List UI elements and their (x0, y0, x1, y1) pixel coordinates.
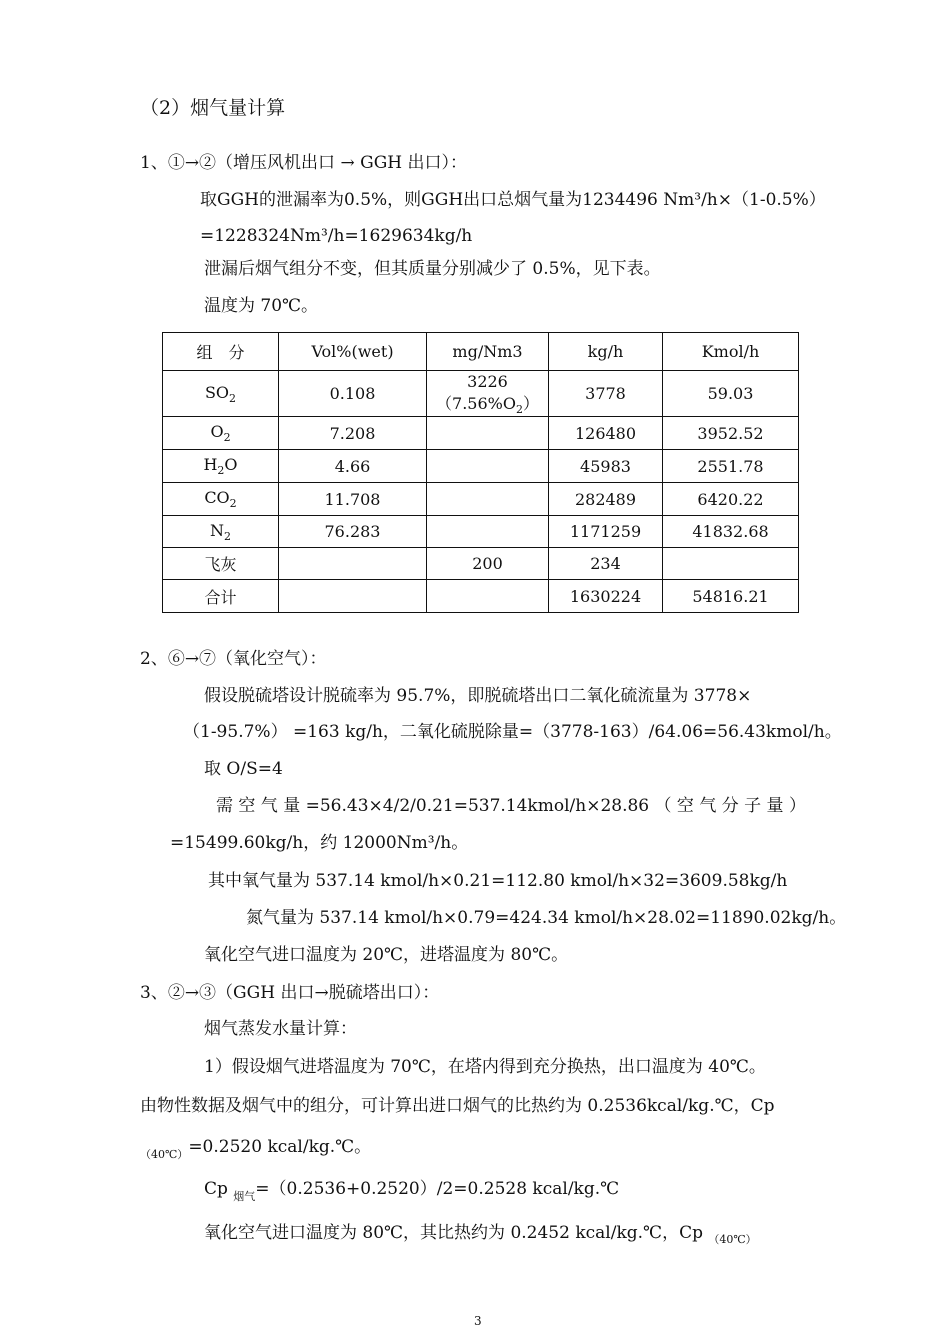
section-2-line-3: 取 O/S=4 (204, 759, 283, 779)
section-3-line-6 (204, 1222, 757, 1251)
section-2-title: 2、⑥→⑦（氧化空气）： (140, 649, 327, 669)
cp-flue-formula: =（0.2536+0.2520）/2=0.2528 kcal/kg.℃ (255, 1179, 620, 1199)
vol-cell: 7.208 (279, 417, 427, 450)
vol-cell: 76.283 (279, 516, 427, 548)
cp-flue-subscript: 烟气 (233, 1190, 256, 1203)
section-2-line-1: 假设脱硫塔设计脱硫率为 95.7%，即脱硫塔出口二氧化硫流量为 3778× (204, 686, 752, 706)
component-name: 飞灰 (163, 548, 279, 580)
component-name: $SO_2$ (163, 371, 279, 417)
section-1-line-3: 泄漏后烟气组分不变，但其质量分别减少了 0.5%，见下表。 (204, 259, 661, 279)
kmol-cell: 41832.68 (663, 516, 799, 548)
component-name: $N_2$ (163, 516, 279, 548)
kmol-cell: 3952.52 (663, 417, 799, 450)
component-name: 合计 (163, 580, 279, 613)
section-2-line-5: =15499.60kg/h，约 12000Nm³/h。 (170, 833, 469, 853)
table-row (163, 483, 799, 516)
table-total-row (163, 580, 799, 613)
column-header: 组 分 (163, 333, 279, 371)
section-3-line-4 (140, 1136, 371, 1166)
section-3-line-3: 由物性数据及烟气中的组分，可计算出进口烟气的比热约为 0.2536kcal/kg.℃，Cp (140, 1096, 775, 1116)
page-number: 3 (474, 1314, 482, 1328)
table-row (163, 516, 799, 548)
mg-value: 3226 (467, 371, 508, 391)
section-2-line-4: 需 空 气 量 =56.43×4/2/0.21=537.14kmol/h×28.86 （ 空 气 分 子 量 ） (216, 796, 806, 816)
mg-cell (427, 483, 549, 516)
cp-air-subscript: （40℃） (708, 1233, 757, 1246)
mg-note: $(7.56\%O_2)$ (436, 393, 539, 416)
mg-cell: 200 (427, 548, 549, 580)
section-3-title: 3、②→③（GGH 出口→脱硫塔出口）： (140, 983, 440, 1003)
column-header: kg/h (549, 333, 663, 371)
column-header: Vol%(wet) (279, 333, 427, 371)
vol-cell (279, 548, 427, 580)
kgh-cell: 45983 (549, 450, 663, 483)
section-3-line-2: 1）假设烟气进塔温度为 70℃，在塔内得到充分换热，出口温度为 40℃。 (204, 1057, 766, 1077)
section-2-line-8: 氧化空气进口温度为 20℃，进塔温度为 80℃。 (204, 945, 569, 965)
kgh-cell: 282489 (549, 483, 663, 516)
section-2-line-7: 氮气量为 537.14 kmol/h×0.79=424.34 kmol/h×28.02=11890.02kg/h。 (246, 908, 847, 928)
column-header: Kmol/h (663, 333, 799, 371)
kgh-cell: 234 (549, 548, 663, 580)
oxidation-air-text: 氧化空气进口温度为 80℃，其比热约为 0.2452 kcal/kg.℃，Cp (204, 1223, 703, 1243)
kgh-cell: 1630224 (549, 580, 663, 613)
mg-cell (427, 417, 549, 450)
vol-cell (279, 580, 427, 613)
mg-cell (427, 580, 549, 613)
vol-cell: 0.108 (279, 371, 427, 417)
page-title: （2）烟气量计算 (140, 97, 286, 119)
section-2-line-6: 其中氧气量为 537.14 kmol/h×0.21=112.80 kmol/h×32=3609.58kg/h (208, 871, 788, 891)
section-2-line-2: （1-95.7%） =163 kg/h，二氧化硫脱除量=（3778-163）/64.06=56.43kmol/h。 (183, 722, 842, 742)
vol-cell: 4.66 (279, 450, 427, 483)
cp-subscript: （40℃） (140, 1148, 189, 1161)
kgh-cell: 126480 (549, 417, 663, 450)
table-row (163, 417, 799, 450)
kmol-cell: 59.03 (663, 371, 799, 417)
vol-cell: 11.708 (279, 483, 427, 516)
mg-cell (427, 516, 549, 548)
table-row (163, 548, 799, 580)
table-row (163, 450, 799, 483)
section-1-line-1: 取GGH的泄漏率为0.5%，则GGH出口总烟气量为1234496 Nm³/h×（1-0.5%） (200, 190, 826, 210)
section-3-line-5 (204, 1178, 619, 1208)
kmol-cell: 2551.78 (663, 450, 799, 483)
kgh-cell: 1171259 (549, 516, 663, 548)
component-name: $H_2O$ (163, 450, 279, 483)
cp-label: Cp (204, 1179, 228, 1199)
kgh-cell: 3778 (549, 371, 663, 417)
cp-value: =0.2520 kcal/kg.℃。 (188, 1137, 372, 1157)
component-name: $CO_2$ (163, 483, 279, 516)
mg-cell (427, 450, 549, 483)
column-header: mg/Nm3 (427, 333, 549, 371)
table-header-row (163, 333, 799, 371)
section-1-line-4: 温度为 70℃。 (204, 296, 319, 316)
section-1-line-2: =1228324Nm³/h=1629634kg/h (200, 226, 473, 246)
section-1-title: 1、①→②（增压风机出口 → GGH 出口）： (140, 153, 468, 173)
mg-cell (427, 371, 549, 417)
component-name: $O_2$ (163, 417, 279, 450)
kmol-cell (663, 548, 799, 580)
kmol-cell: 54816.21 (663, 580, 799, 613)
section-3-line-1: 烟气蒸发水量计算： (204, 1019, 357, 1039)
flue-gas-composition-table (162, 332, 799, 613)
kmol-cell: 6420.22 (663, 483, 799, 516)
table-row (163, 371, 799, 417)
